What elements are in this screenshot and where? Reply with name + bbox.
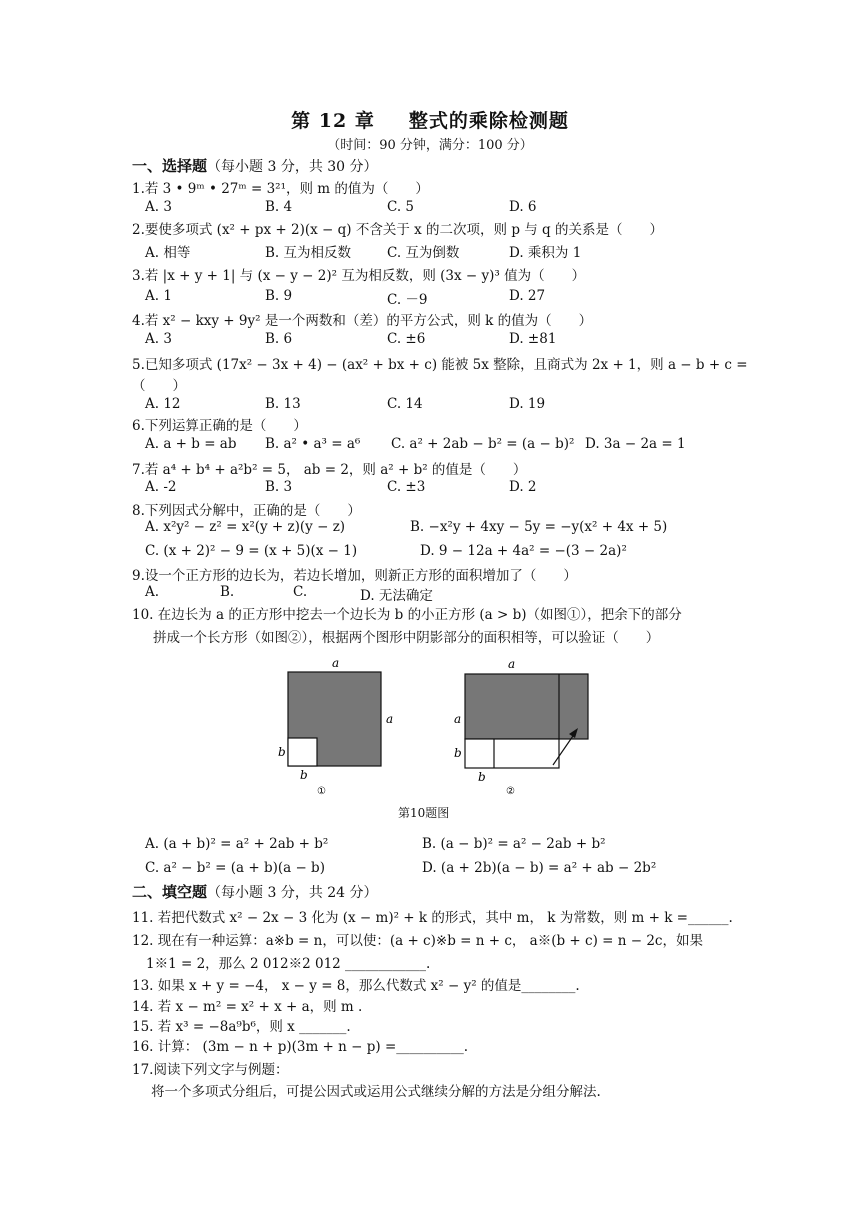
option-a: A. -2 — [145, 479, 177, 495]
question-10: 10. 在边长为 a 的正方形中挖去一个边长为 b 的小正方形 (a > b)（如图①），把余下的部分 — [132, 607, 682, 623]
option-b: B. — [220, 584, 235, 600]
section-choice-heading — [132, 155, 378, 176]
option-d: D. 9 − 12a + 4a² = −(3 − 2a)² — [420, 543, 627, 559]
option-a: A. 3 — [145, 331, 172, 347]
section-fill-title: 二、填空题 — [132, 883, 208, 901]
option-b: B. 13 — [265, 396, 301, 412]
section-choice-title: 一、选择题 — [132, 157, 208, 175]
question-15: 15. 若 x³ = −8a⁹b⁶，则 x _______. — [132, 1019, 351, 1035]
fig1-label-a-top: a — [332, 656, 340, 670]
option-a: A. 12 — [145, 396, 181, 412]
page-subtitle: （时间：90 分钟，满分：100 分） — [327, 138, 533, 153]
option-c: C. －9 — [387, 292, 428, 308]
option-d: D. 乘积为 1 — [509, 245, 582, 261]
option-c: C. (x + 2)² − 9 = (x + 5)(x − 1) — [145, 543, 358, 559]
option-a: A. (a + b)² = a² + 2ab + b² — [145, 836, 329, 852]
option-a: A. 3 — [145, 199, 172, 215]
question-12: 12. 现在有一种运算：a※b = n，可以使：(a + c)※b = n + c， a※(b + c) = n − 2c，如果 — [132, 933, 703, 949]
fig1-mark: ① — [317, 786, 326, 797]
option-b: B. 互为相反数 — [265, 245, 352, 261]
question-3: 3.若 |x + y + 1| 与 (x − y − 2)² 互为相反数，则 (3x − y)³ 值为（ ） — [132, 268, 586, 284]
question-17: 17.阅读下列文字与例题： — [132, 1062, 289, 1078]
question-17-text: 将一个多项式分组后，可提公因式或运用公式继续分解的方法是分组分解法. — [151, 1084, 601, 1100]
option-b: B. 6 — [265, 331, 293, 347]
option-b: B. a² • a³ = a⁶ — [265, 436, 361, 452]
option-b: B. (a − b)² = a² − 2ab + b² — [422, 836, 606, 852]
section-fill-heading — [132, 881, 378, 902]
page-title — [0, 106, 860, 133]
option-d: D. 2 — [509, 479, 537, 495]
option-d: D. 6 — [509, 199, 537, 215]
option-c: C. ±3 — [387, 479, 426, 495]
question-13: 13. 如果 x + y = −4， x − y = 8，那么代数式 x² − y² 的值是________. — [132, 978, 580, 994]
section-choice-note: （每小题 3 分，共 30 分） — [207, 159, 378, 175]
question-14: 14. 若 x − m² = x² + x + a，则 m . — [132, 999, 363, 1015]
option-c: C. 14 — [387, 396, 423, 412]
option-a: A. x²y² − z² = x²(y + z)(y − z) — [145, 519, 346, 535]
figure-10 — [270, 652, 610, 802]
question-8: 8.下列因式分解中，正确的是（ ） — [132, 503, 361, 519]
option-c: C. — [293, 584, 308, 600]
option-c: C. a² − b² = (a + b)(a − b) — [145, 860, 325, 876]
option-a: A. — [145, 584, 160, 600]
fig2-bottom-strip — [465, 739, 559, 768]
option-c: C. 互为倒数 — [387, 245, 460, 261]
question-12-continuation: 1※1 = 2，那么 2 012※2 012 ____________. — [146, 956, 431, 972]
option-c: C. a² + 2ab − b² = (a − b)² — [391, 436, 575, 452]
fig2-label-a-left: a — [454, 712, 462, 726]
option-a: A. 相等 — [145, 245, 191, 261]
question-5-continuation: （ ） — [132, 378, 186, 394]
fig1-label-b-left: b — [278, 745, 286, 759]
question-9: 9.设一个正方形的边长为，若边长增加，则新正方形的面积增加了（ ） — [132, 568, 577, 584]
fig1-cut-square — [288, 738, 317, 766]
option-b: B. 9 — [265, 288, 293, 304]
option-b: B. 4 — [265, 199, 293, 215]
figure-caption: 第10题图 — [398, 806, 450, 820]
fig1-label-a-right: a — [386, 712, 394, 726]
option-b: B. 3 — [265, 479, 293, 495]
fig2-label-b-bottom: b — [478, 770, 486, 784]
question-10-continuation: 拼成一个长方形（如图②），根据两个图形中阴影部分的面积相等，可以验证（ ） — [153, 630, 660, 646]
question-2: 2.要使多项式 (x² + px + 2)(x − q) 不含关于 x 的二次项，则 p 与 q 的关系是（ ） — [132, 222, 663, 238]
option-d: D. (a + 2b)(a − b) = a² + ab − 2b² — [422, 860, 657, 876]
question-6: 6.下列运算正确的是（ ） — [132, 418, 307, 434]
option-b: B. −x²y + 4xy − 5y = −y(x² + 4x + 5) — [410, 519, 668, 535]
question-7: 7.若 a⁴ + b⁴ + a²b² = 5， ab = 2，则 a² + b² 的值是（ ） — [132, 462, 527, 478]
section-fill-note: （每小题 3 分，共 24 分） — [207, 885, 378, 901]
question-16: 16. 计算： (3m − n + p)(3m + n − p) =__________. — [132, 1039, 469, 1055]
fig2-shaded-rect — [465, 674, 588, 739]
question-5: 5.已知多项式 (17x² − 3x + 4) − (ax² + bx + c) 能被 5x 整除，且商式为 2x + 1，则 a − b + c = — [132, 357, 748, 373]
fig2-label-a-top: a — [508, 657, 516, 671]
option-d: D. 无法确定 — [360, 588, 433, 604]
fig2-label-b-left: b — [454, 746, 462, 760]
option-d: D. 3a − 2a = 1 — [585, 436, 686, 452]
question-11: 11. 若把代数式 x² − 2x − 3 化为 (x − m)² + k 的形式，其中 m， k 为常数，则 m + k =______. — [132, 910, 733, 926]
option-d: D. 27 — [509, 288, 546, 304]
option-d: D. 19 — [509, 396, 546, 412]
fig2-mark: ② — [506, 786, 515, 797]
title-text: 整式的乘除检测题 — [408, 110, 569, 132]
option-a: A. 1 — [145, 288, 172, 304]
fig1-label-b-bottom: b — [300, 768, 308, 782]
option-c: C. ±6 — [387, 331, 426, 347]
option-d: D. ±81 — [509, 331, 557, 347]
option-a: A. a + b = ab — [145, 436, 237, 452]
option-c: C. 5 — [387, 199, 415, 215]
question-1: 1.若 3 • 9ᵐ • 27ᵐ = 3²¹，则 m 的值为（ ） — [132, 181, 429, 197]
chapter-label: 第 12 章 — [291, 110, 375, 132]
question-4: 4.若 x² − kxy + 9y² 是一个两数和（差）的平方公式，则 k 的值为（ ） — [132, 313, 593, 329]
